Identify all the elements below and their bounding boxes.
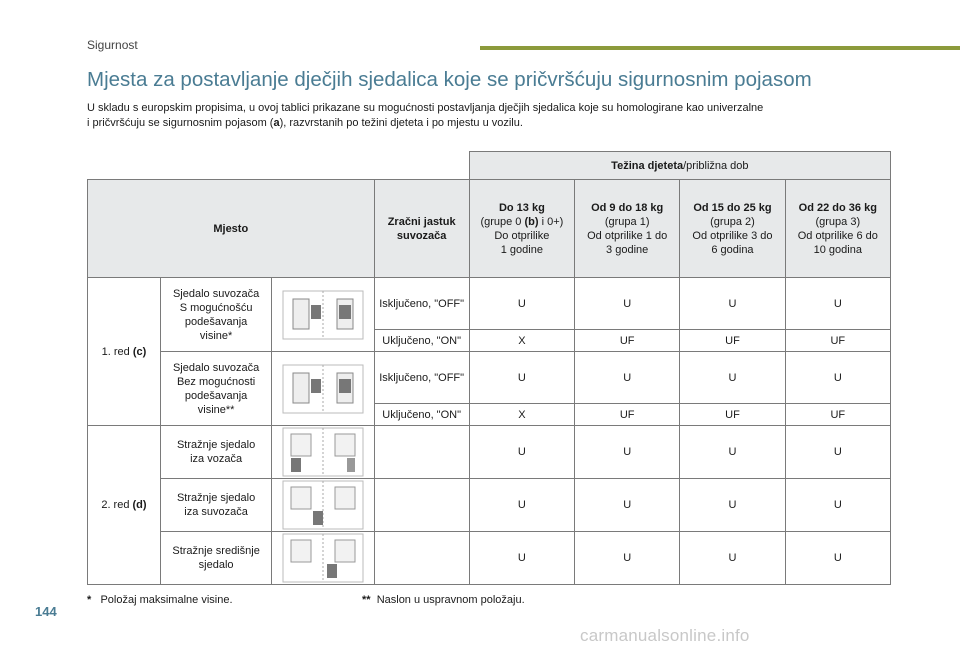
group-0: Do 13 kg (grupe 0 (b) i 0+) Do otprilike 1 godine — [469, 180, 574, 278]
cell: UF — [575, 404, 680, 426]
cell: U — [469, 532, 574, 585]
front-seat-icon — [272, 278, 374, 352]
cell: U — [785, 426, 890, 479]
cell: U — [575, 532, 680, 585]
cell: UF — [680, 404, 785, 426]
col-mjesto: Mjesto — [88, 180, 375, 278]
cell: U — [575, 352, 680, 404]
seat-rear-right: Stražnje sjedalo iza suvozača — [160, 479, 271, 532]
cell: U — [680, 479, 785, 532]
seat-passenger-fixed: Sjedalo suvozača Bez mogućnosti podešavanja visine** — [160, 352, 271, 426]
cell: U — [680, 278, 785, 330]
section-title: Sigurnost — [87, 38, 138, 52]
footnote-2: ** Naslon u uspravnom položaju. — [362, 594, 525, 606]
rear-seat-icon — [272, 479, 374, 532]
cell: U — [785, 278, 890, 330]
group-3: Od 22 do 36 kg (grupa 3) Od otprilike 6 do 10 godina — [785, 180, 890, 278]
cell: X — [469, 330, 574, 352]
intro-line1: U skladu s europskim propisima, u ovoj tablici prikazane su mogućnosti postavljanja dječjih sjedalica koje su homologirane kao univerzalne — [87, 102, 764, 114]
group-1: Od 9 do 18 kg (grupa 1) Od otprilike 1 do 3 godine — [575, 180, 680, 278]
cell: UF — [680, 330, 785, 352]
airbag-off: Isključeno, "OFF" — [374, 278, 469, 330]
cell: U — [785, 479, 890, 532]
cell: U — [469, 278, 574, 330]
cell: U — [680, 426, 785, 479]
watermark: carmanualsonline.info — [580, 626, 750, 645]
cell: U — [575, 479, 680, 532]
seat-passenger-adjustable: Sjedalo suvozača S mogućnošću podešavanja visine* — [160, 278, 271, 352]
page-number: 144 — [35, 604, 57, 619]
cell: UF — [785, 404, 890, 426]
group-2: Od 15 do 25 kg (grupa 2) Od otprilike 3 do 6 godina — [680, 180, 785, 278]
airbag-empty — [374, 426, 469, 479]
intro-text — [87, 101, 867, 131]
seat-rear-center: Stražnje središnje sjedalo — [160, 532, 271, 585]
cell: UF — [575, 330, 680, 352]
cell: U — [785, 532, 890, 585]
row-2-label: 2. red (d) — [88, 426, 161, 585]
cell: U — [469, 479, 574, 532]
cell: U — [575, 278, 680, 330]
intro-line2b: a — [273, 117, 280, 129]
intro-line2c: ), razvrstanih po težini djeteta i po mjestu u vozilu. — [279, 117, 523, 129]
front-seat-icon — [272, 352, 374, 426]
airbag-off: Isključeno, "OFF" — [374, 352, 469, 404]
airbag-empty — [374, 479, 469, 532]
airbag-on: Uključeno, "ON" — [374, 330, 469, 352]
footnote-1: * Položaj maksimalne visine. — [87, 594, 233, 606]
row-1-label: 1. red (c) — [88, 278, 161, 426]
cell: U — [680, 352, 785, 404]
cell: U — [469, 352, 574, 404]
cell: U — [785, 352, 890, 404]
col-airbag: Zračni jastuk suvozača — [374, 180, 469, 278]
airbag-empty — [374, 532, 469, 585]
intro-line2a: i pričvršćuju se sigurnosnim pojasom ( — [87, 117, 274, 129]
cell: UF — [785, 330, 890, 352]
child-seat-table — [87, 151, 891, 585]
cell: U — [469, 426, 574, 479]
rear-seat-icon — [272, 426, 374, 479]
page-title: Mjesta za postavljanje dječjih sjedalica koje se pričvršćuju sigurnosnim pojasom — [87, 68, 812, 91]
cell: U — [575, 426, 680, 479]
seat-rear-left: Stražnje sjedalo iza vozača — [160, 426, 271, 479]
weight-header: Težina djeteta/približna dob — [469, 152, 890, 180]
cell: X — [469, 404, 574, 426]
airbag-on: Uključeno, "ON" — [374, 404, 469, 426]
cell: U — [680, 532, 785, 585]
section-bar — [480, 46, 960, 50]
rear-seat-icon — [272, 532, 374, 585]
